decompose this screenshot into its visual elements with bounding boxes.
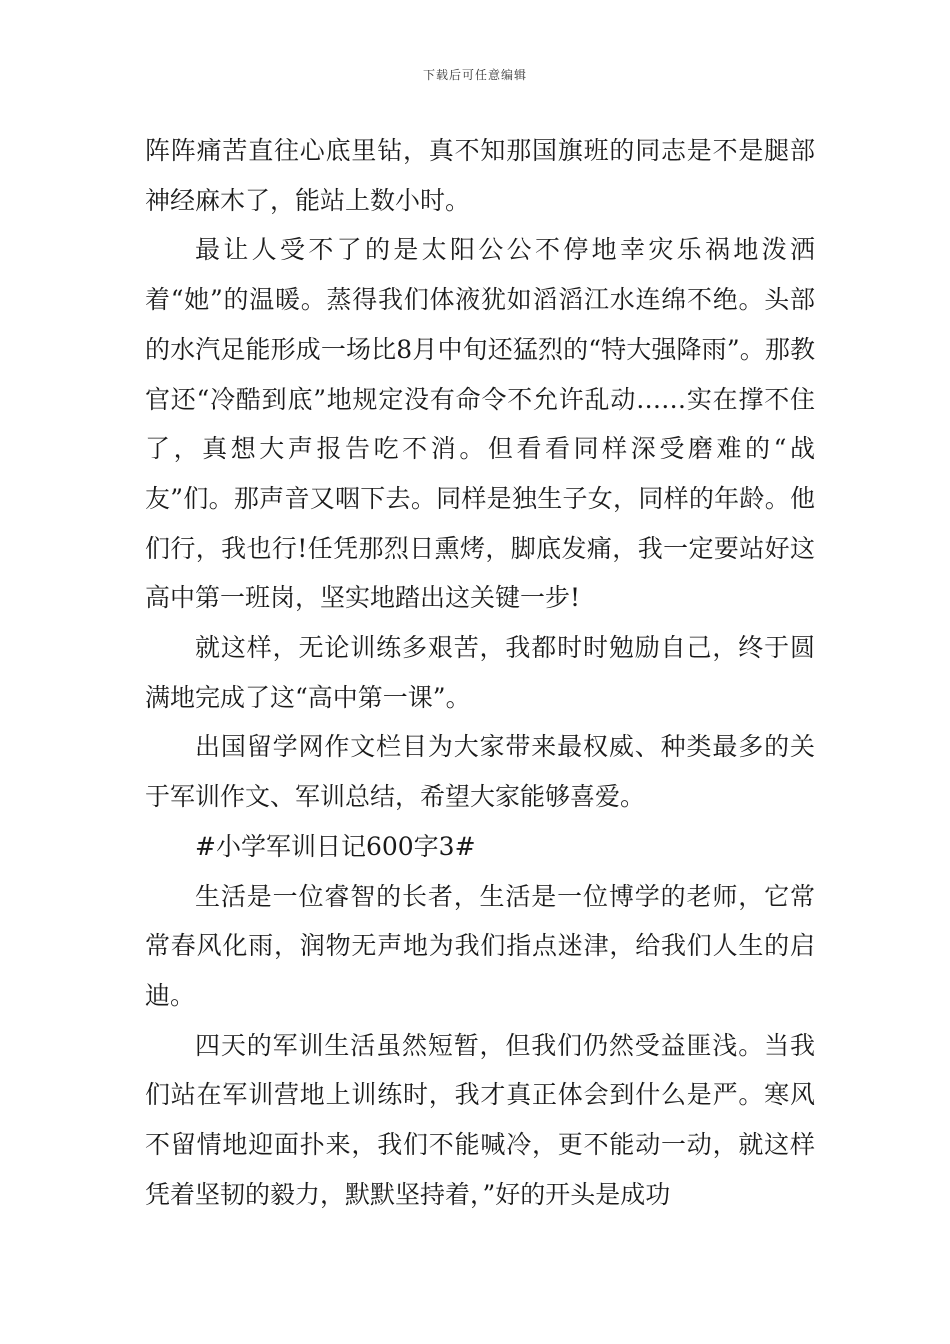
document-body [145, 126, 815, 1219]
paragraph-2: 最让人受不了的是太阳公公不停地幸灾乐祸地泼洒着“她”的温暖。蒸得我们体液犹如滔滔江水连绵不绝。头部的水汽足能形成一场比8月中旬还猛烈的“特大强降雨”。那教官还“冷酷到底”地规定没有命令不允许乱动……实在撑不住了，真想大声报告吃不消。但看看同样深受磨难的“战友”们。那声音又咽下去。同样是独生子女，同样的年龄。他们行，我也行!任凭那烈日熏烤，脚底发痛，我一定要站好这高中第一班岗，坚实地踏出这关键一步! [145, 235, 815, 613]
paragraph-6: 四天的军训生活虽然短暂，但我们仍然受益匪浅。当我们站在军训营地上训练时，我才真正体会到什么是严。寒风不留情地迎面扑来，我们不能喊冷，更不能动一动，就这样凭着坚韧的毅力，默默坚持着，”好的开头是成功 [145, 1030, 815, 1209]
paragraph-5: 生活是一位睿智的长者，生活是一位博学的老师，它常常春风化雨，润物无声地为我们指点迷津，给我们人生的启迪。 [145, 881, 815, 1010]
section-heading: #小学军训日记600字3# [195, 831, 476, 861]
paragraph-1: 阵阵痛苦直往心底里钻，真不知那国旗班的同志是不是腿部神经麻木了，能站上数小时。 [145, 136, 815, 215]
paragraph-4: 出国留学网作文栏目为大家带来最权威、种类最多的关于军训作文、军训总结，希望大家能够喜爱。 [145, 732, 815, 812]
page-header: 下载后可任意编辑 [422, 68, 527, 82]
paragraph-3: 就这样，无论训练多艰苦，我都时时勉励自己，终于圆满地完成了这“高中第一课”。 [145, 633, 815, 712]
